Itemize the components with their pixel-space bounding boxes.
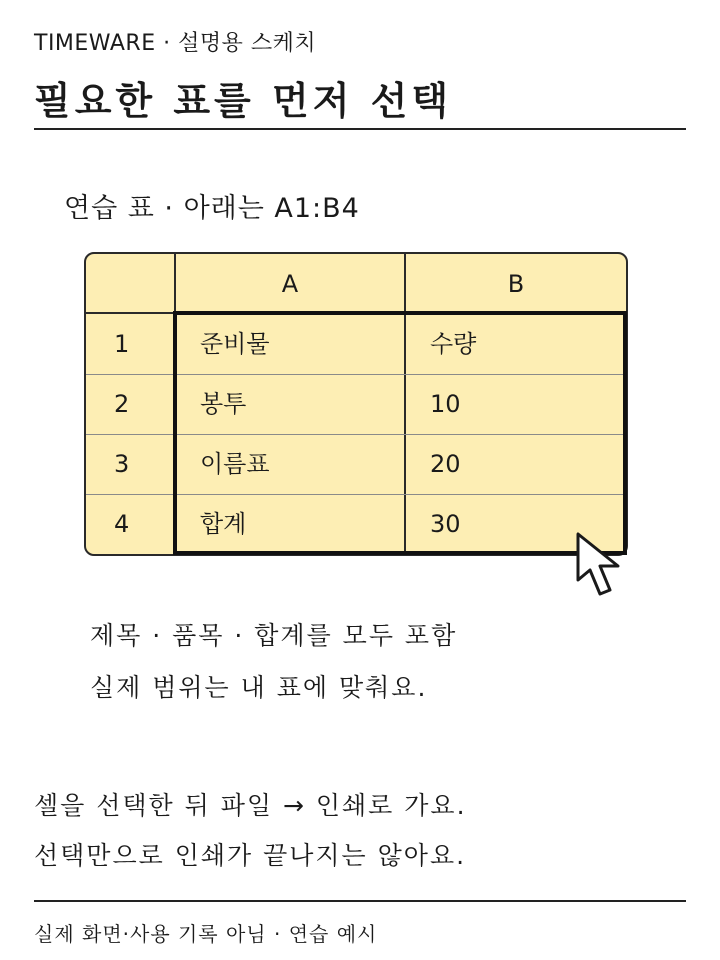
cell-a1[interactable]: 준비물	[200, 330, 270, 358]
cell-b4[interactable]: 30	[430, 510, 461, 538]
row-header-1[interactable]: 1	[114, 330, 130, 358]
instruction-line-2: 선택만으로 인쇄가 끝나지는 않아요.	[34, 841, 467, 870]
spreadsheet	[84, 252, 628, 556]
cell-a3[interactable]: 이름표	[200, 450, 270, 478]
table-caption: 연습 표 · 아래는 A1:B4	[64, 193, 360, 224]
row-header-2[interactable]: 2	[114, 390, 130, 418]
brand-label: TIMEWARE · 설명용 스케치	[34, 31, 317, 56]
cell-b1[interactable]: 수량	[430, 330, 477, 358]
cell-b2[interactable]: 10	[430, 390, 461, 418]
mouse-pointer-icon	[570, 530, 640, 610]
top-divider	[34, 128, 686, 130]
note-line-1: 제목 · 품목 · 합계를 모두 포함	[90, 621, 458, 650]
footer-note: 실제 화면·사용 기록 아님 · 연습 예시	[34, 922, 378, 946]
cell-a4[interactable]: 합계	[200, 510, 247, 538]
note-line-2: 실제 범위는 내 표에 맞춰요.	[90, 673, 428, 702]
instruction-line-1: 셀을 선택한 뒤 파일 → 인쇄로 가요.	[34, 791, 467, 820]
row-header-3[interactable]: 3	[114, 450, 130, 478]
bottom-divider	[34, 900, 686, 902]
cell-b3[interactable]: 20	[430, 450, 461, 478]
cell-a2[interactable]: 봉투	[200, 390, 247, 418]
page-title: 필요한 표를 먼저 선택	[34, 79, 453, 123]
column-header-b[interactable]: B	[507, 270, 525, 298]
row-header-4[interactable]: 4	[114, 510, 130, 538]
column-header-a[interactable]: A	[281, 270, 299, 298]
